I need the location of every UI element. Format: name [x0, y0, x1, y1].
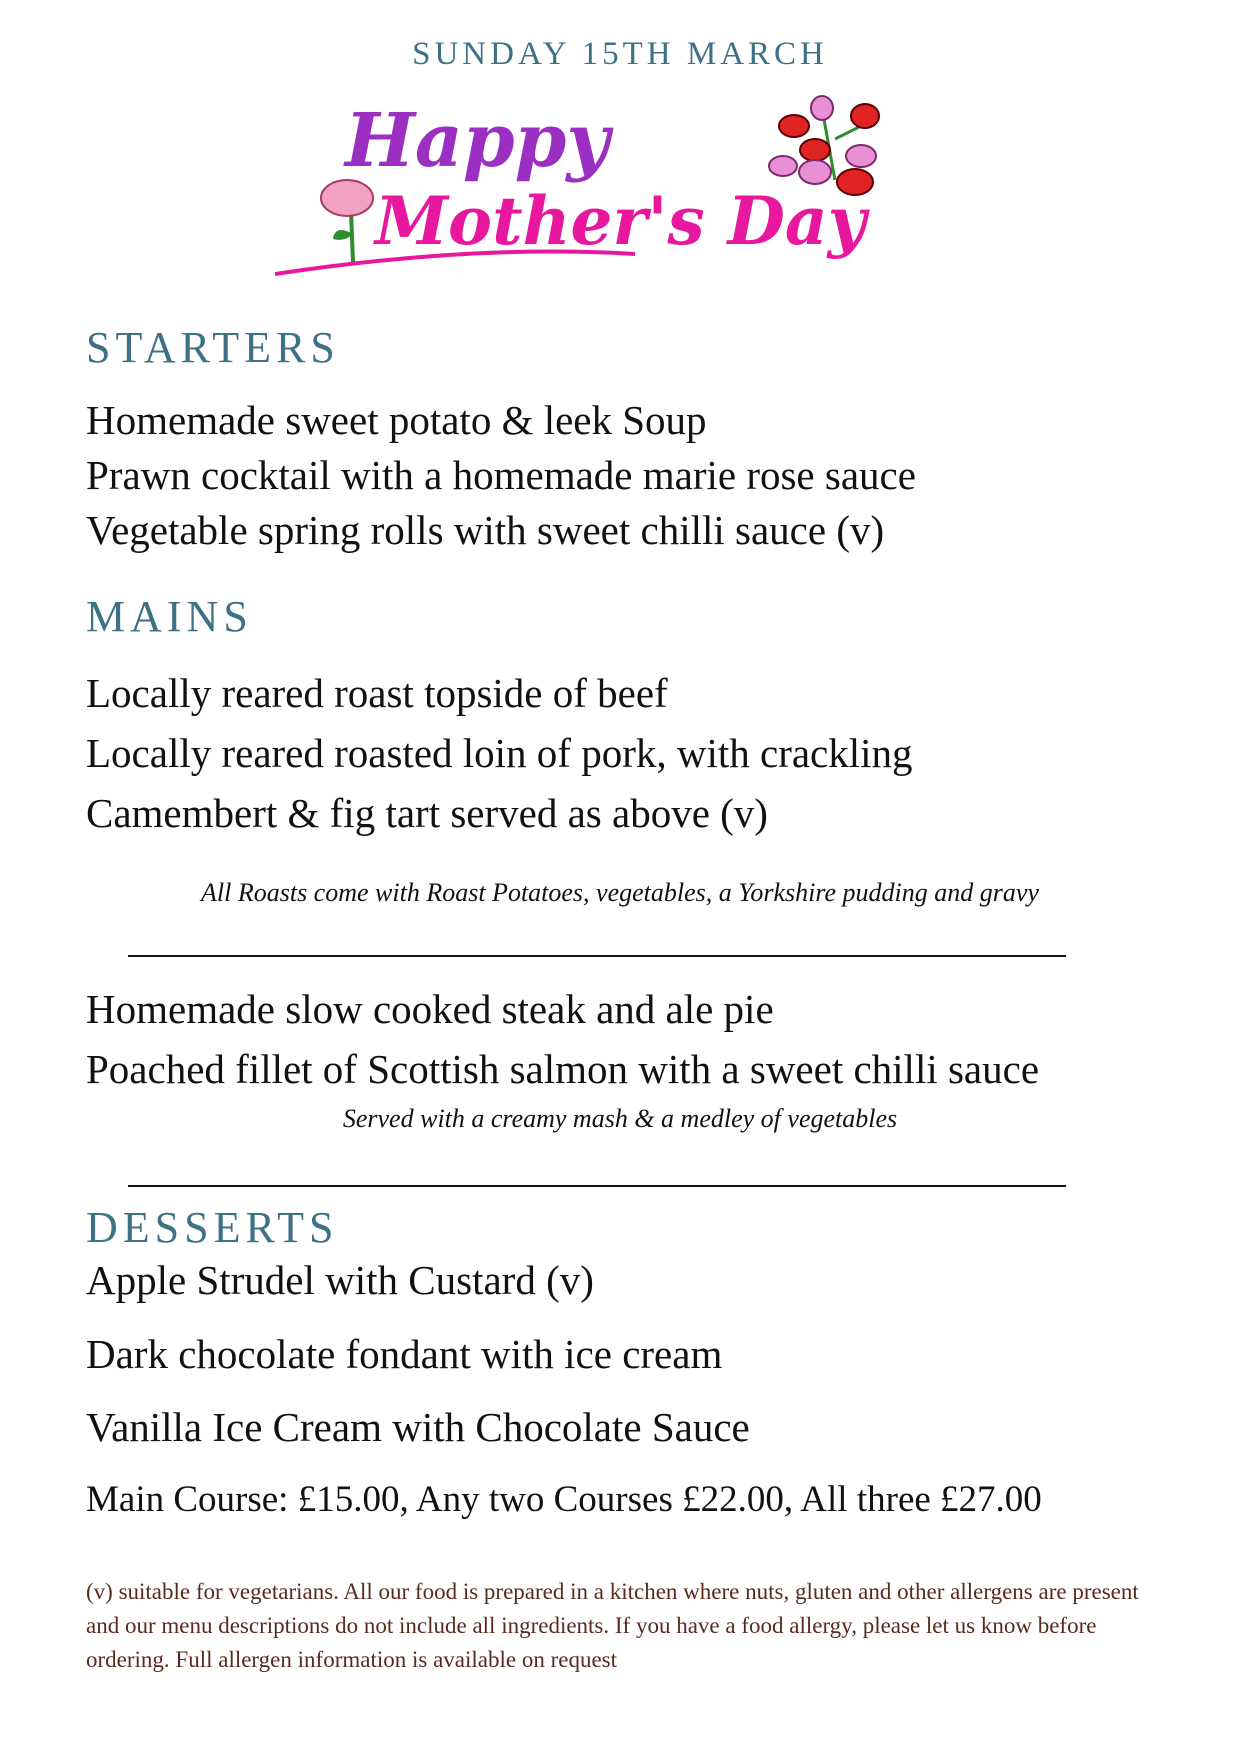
- divider: [128, 955, 1066, 957]
- pricing-line: Main Course: £15.00, Any two Courses £22.00, All three £27.00: [86, 1479, 1042, 1520]
- main-item: Locally reared roast topside of beef: [86, 670, 668, 716]
- dessert-item: Apple Strudel with Custard (v): [86, 1257, 594, 1303]
- dessert-item: Vanilla Ice Cream with Chocolate Sauce: [86, 1404, 750, 1450]
- dessert-item: Dark chocolate fondant with ice cream: [86, 1331, 723, 1377]
- carnation-icon: [321, 180, 373, 262]
- starter-item: Homemade sweet potato & leek Soup: [86, 397, 707, 443]
- mains-heading: MAINS: [86, 592, 253, 641]
- rose-bouquet-icon: [769, 96, 879, 195]
- divider: [128, 1185, 1066, 1187]
- date-heading: SUNDAY 15TH MARCH: [412, 36, 828, 72]
- allergen-footer: (v) suitable for vegetarians. All our food is prepared in a kitchen where nuts, gluten and other allergens are present and our menu descriptions do not include all ingredients. If you have a food allergy, please let us know before ordering. Full allergen information is available on request: [86, 1579, 1139, 1672]
- starter-item: Prawn cocktail with a homemade marie rose sauce: [86, 452, 916, 498]
- starters-heading: STARTERS: [86, 323, 340, 372]
- main-item: Poached fillet of Scottish salmon with a sweet chilli sauce: [86, 1046, 1040, 1092]
- main-item: Locally reared roasted loin of pork, with crackling: [86, 730, 913, 776]
- starter-item: Vegetable spring rolls with sweet chilli sauce (v): [86, 507, 885, 553]
- roasts-note: All Roasts come with Roast Potatoes, vegetables, a Yorkshire pudding and gravy: [201, 878, 1039, 907]
- banner-line2: Mother's Day: [375, 182, 867, 260]
- main-item: Homemade slow cooked steak and ale pie: [86, 986, 774, 1032]
- banner-line1: Happy: [345, 98, 610, 184]
- others-note: Served with a creamy mash & a medley of vegetables: [342, 1104, 898, 1133]
- mothers-day-banner: [275, 94, 915, 286]
- main-item: Camembert & fig tart served as above (v): [86, 790, 768, 836]
- desserts-heading: DESSERTS: [86, 1203, 339, 1252]
